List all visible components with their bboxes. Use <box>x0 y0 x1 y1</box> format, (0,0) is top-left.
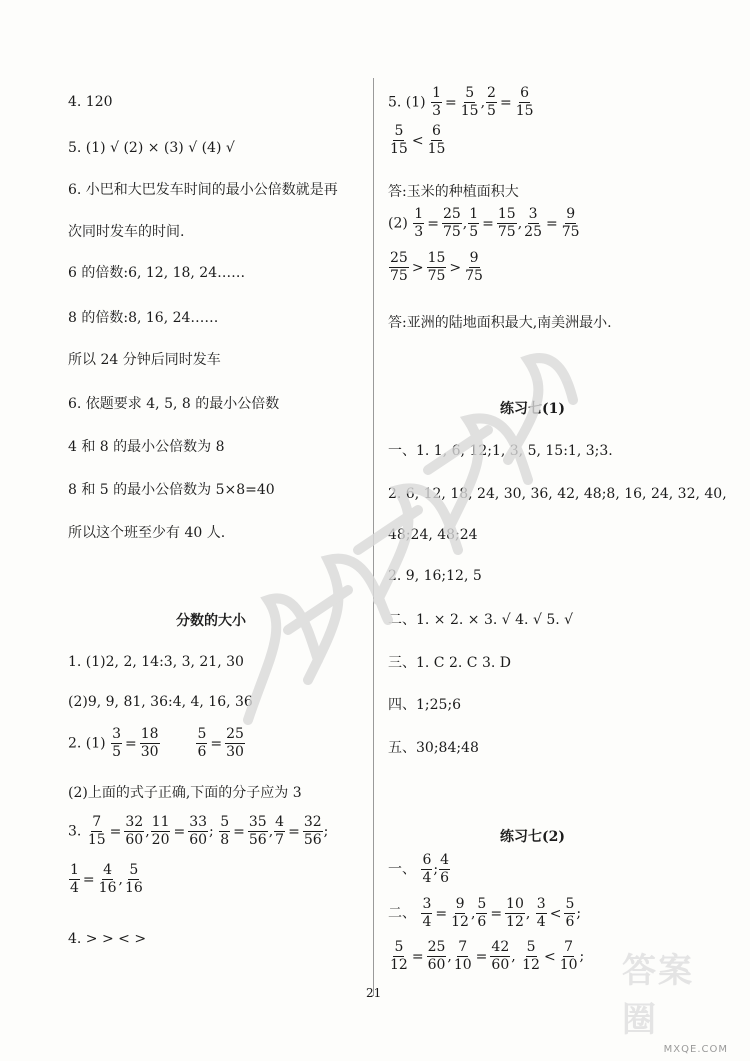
item-label: 一、 <box>388 861 416 878</box>
fraction-line: $\frac{1}{4}$ = $\frac{4}{16}$ , $\frac{5}{16}$ <box>70 862 143 896</box>
fraction-line: (2) $\frac{1}{3}$ = $\frac{25}{75}$ , $\frac{1}{5}$ = $\frac{15}{75}$ , $\frac{3}{25}$ = $\frac{9}{75}$ <box>388 206 580 240</box>
answer-line: (2)上面的式子正确,下面的分子应为 3 <box>68 785 302 801</box>
logo-mark: 答案圈 <box>622 951 694 1040</box>
answer-line: 4. > > < > <box>68 931 147 947</box>
answer-line: 所以 24 分钟后同时发车 <box>68 352 221 368</box>
answer-line: 所以这个班至少有 40 人. <box>68 525 226 541</box>
item-label: 5. (1) <box>388 94 426 111</box>
answer-line: 一、1. 1, 6, 12;1, 3, 5, 15:1, 3;3. <box>388 443 613 459</box>
fraction-line: 二、 $\frac{3}{4}$ = $\frac{9}{12}$ , $\frac{5}{6}$ = $\frac{10}{12}$ , $\frac{3}{4}$ < $\frac{5}{6}$ ; <box>388 896 582 930</box>
answer-line: 4 和 8 的最小公倍数为 8 <box>68 439 225 455</box>
section-title: 练习七(2) <box>500 829 565 845</box>
answer-line: 8 的倍数:8, 16, 24…… <box>68 310 219 326</box>
column-divider <box>373 78 374 996</box>
item-label: 二、 <box>388 905 416 922</box>
answer-line: 5. (1) √ (2) × (3) √ (4) √ <box>68 140 235 156</box>
fraction-line: 5. (1) $\frac{1}{3}$ = $\frac{5}{15}$ , $\frac{2}{5}$ = $\frac{6}{15}$ <box>388 85 534 119</box>
answer-line: 2. 9, 16;12, 5 <box>388 568 482 584</box>
answer-line: 答:玉米的种植面积大 <box>388 184 519 200</box>
watermark-scribble-icon <box>228 300 588 740</box>
answer-line: 次同时发车的时间. <box>68 224 185 240</box>
item-label: 2. (1) <box>68 735 106 752</box>
answer-line: 2. 6, 12, 18, 24, 30, 36, 42, 48;8, 16, 24, 32, 40, <box>388 486 727 502</box>
section-title: 分数的大小 <box>176 613 246 629</box>
logo-url: MXQE.COM <box>663 1044 728 1055</box>
answer-line: 1. (1)2, 2, 14:3, 3, 21, 30 <box>68 654 244 670</box>
item-label: 3. <box>68 823 82 840</box>
fraction-line: 一、 $\frac{6}{4}$ ; $\frac{4}{6}$ <box>388 852 450 886</box>
answer-line: (2)9, 9, 81, 36:4, 4, 16, 36 <box>68 694 253 710</box>
fraction-line: $\frac{5}{12}$ = $\frac{25}{60}$ , $\frac{7}{10}$ = $\frac{42}{60}$ , $\frac{5}{12}$ < $\frac{7}{10}$ ; <box>390 939 585 973</box>
answer-line: 答:亚洲的陆地面积最大,南美洲最小. <box>388 315 612 331</box>
fraction-line: 2. (1) $\frac{3}{5}$ = $\frac{18}{30}$ $\frac{5}{6}$ = $\frac{25}{30}$ <box>68 726 244 760</box>
answer-line: 6 的倍数:6, 12, 18, 24…… <box>68 265 246 281</box>
answer-line: 6. 小巴和大巴发车时间的最小公倍数就是再 <box>68 182 338 198</box>
fraction-line: $\frac{5}{15}$ < $\frac{6}{15}$ <box>390 123 446 157</box>
answer-line: 二、1. × 2. × 3. √ 4. √ 5. √ <box>388 612 574 628</box>
answer-line: 8 和 5 的最小公倍数为 5×8=40 <box>68 482 275 498</box>
answer-line: 6. 依题要求 4, 5, 8 的最小公倍数 <box>68 396 280 412</box>
answer-line: 三、1. C 2. C 3. D <box>388 655 511 671</box>
item-label: (2) <box>388 215 408 232</box>
answer-line: 48;24, 48;24 <box>388 527 478 543</box>
answer-line: 五、30;84;48 <box>388 740 479 756</box>
page-number: 21 <box>366 986 382 1000</box>
answer-line: 4. 120 <box>68 94 113 110</box>
answer-line: 四、1;25;6 <box>388 697 462 713</box>
section-title: 练习七(1) <box>500 401 565 417</box>
fraction-line: $\frac{25}{75}$ > $\frac{15}{75}$ > $\frac{9}{75}$ <box>390 250 483 284</box>
site-logo <box>622 951 742 1059</box>
fraction-line: 3. $\frac{7}{15}$ = $\frac{32}{60}$ , $\frac{11}{20}$ = $\frac{33}{60}$ ; $\frac{5}{8}$ = $\frac{35}{56}$ , $\frac{4}{7}$ = $\frac{32}{56}$ ; <box>68 814 329 848</box>
